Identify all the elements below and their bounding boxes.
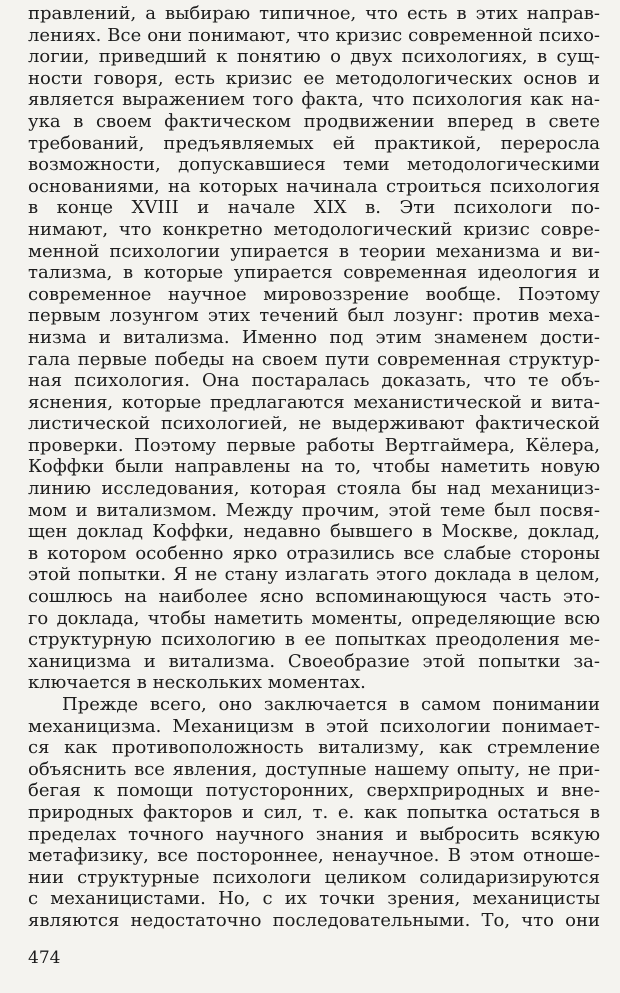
text-line: метафизику, все постороннее, ненаучное. В этом отноше- <box>28 845 600 867</box>
text-line: нимают, что конкретно методологический кризис совре- <box>28 218 600 240</box>
text-line: объяснить все явления, доступные нашему опыту, не при- <box>28 758 600 780</box>
text-line: менной психологии упирается в теории механизма и ви- <box>28 240 600 262</box>
text-line: возможности, допускавшиеся теми методологическими <box>28 154 600 176</box>
text-line: современное научное мировоззрение вообще. Поэтому <box>28 283 600 305</box>
text-line: требований, предъявляемых ей практикой, переросла <box>28 132 600 154</box>
text-line: сошлюсь на наиболее ясно вспоминающуюся часть это- <box>28 586 600 608</box>
text-line: является выражением того факта, что психология как на- <box>28 89 600 111</box>
page-number: 474 <box>28 948 61 968</box>
paragraph-1 <box>28 3 600 694</box>
text-line: правлений, а выбираю типичное, что есть в этих направ- <box>28 3 600 24</box>
text-line: этой попытки. Я не стану излагать этого доклада в целом, <box>28 564 600 586</box>
text-line: листической психологией, не выдерживают фактической <box>28 413 600 435</box>
text-line: Коффки были направлены на то, чтобы наметить новую <box>28 456 600 478</box>
text-line: механицизма. Механицизм в этой психологии понимает- <box>28 715 600 737</box>
text-line: ся как противоположность витализму, как стремление <box>28 737 600 759</box>
text-line: логии, приведший к понятию о двух психологиях, в сущ- <box>28 46 600 68</box>
text-line: ности говоря, есть кризис ее методологических основ и <box>28 67 600 89</box>
text-line: пределах точного научного знания и выбросить всякую <box>28 823 600 845</box>
text-line: ханицизма и витализма. Своеобразие этой попытки за- <box>28 650 600 672</box>
text-line: проверки. Поэтому первые работы Вертгаймера, Кёлера, <box>28 434 600 456</box>
text-line: с механицистами. Но, с их точки зрения, механицисты <box>28 888 600 910</box>
text-line: Прежде всего, оно заключается в самом понимании <box>62 694 600 715</box>
text-line: в конце XVIII и начале XIX в. Эти психологи по- <box>28 197 600 219</box>
text-line: нии структурные психологи целиком солидаризируются <box>28 866 600 888</box>
text-line: яснения, которые предлагаются механистической и вита- <box>28 391 600 413</box>
text-line: структурную психологию в ее попытках преодоления ме- <box>28 629 600 651</box>
text-line: ука в своем фактическом продвижении вперед в свете <box>28 110 600 132</box>
text-line: линию исследования, которая стояла бы над механициз- <box>28 478 600 500</box>
text-line: низма и витализма. Именно под этим знаменем дости- <box>28 326 600 348</box>
text-line: ная психология. Она постаралась доказать, что те объ- <box>28 370 600 392</box>
text-line: го доклада, чтобы наметить моменты, определяющие всю <box>28 607 600 629</box>
text-line: бегая к помощи потусторонних, сверхприродных и вне- <box>28 780 600 802</box>
text-line: гала первые победы на своем пути современная структур- <box>28 348 600 370</box>
text-line: природных факторов и сил, т. е. как попытка остаться в <box>28 801 600 823</box>
text-line: основаниями, на которых начинала строиться психология <box>28 175 600 197</box>
body-text <box>28 3 600 932</box>
text-line: являются недостаточно последовательными. То, что они <box>28 909 600 931</box>
text-line: ключается в нескольких моментах. <box>28 672 366 694</box>
text-line: тализма, в которые упирается современная идеология и <box>28 262 600 284</box>
text-line: лениях. Все они понимают, что кризис современной психо- <box>28 24 600 46</box>
text-line: щен доклад Коффки, недавно бывшего в Москве, доклад, <box>28 521 600 543</box>
text-line: мом и витализмом. Между прочим, этой теме был посвя- <box>28 499 600 521</box>
text-line: в котором особенно ярко отразились все слабые стороны <box>28 542 600 564</box>
text-line: первым лозунгом этих течений был лозунг: против меха- <box>28 305 600 327</box>
paragraph-2 <box>28 694 600 932</box>
